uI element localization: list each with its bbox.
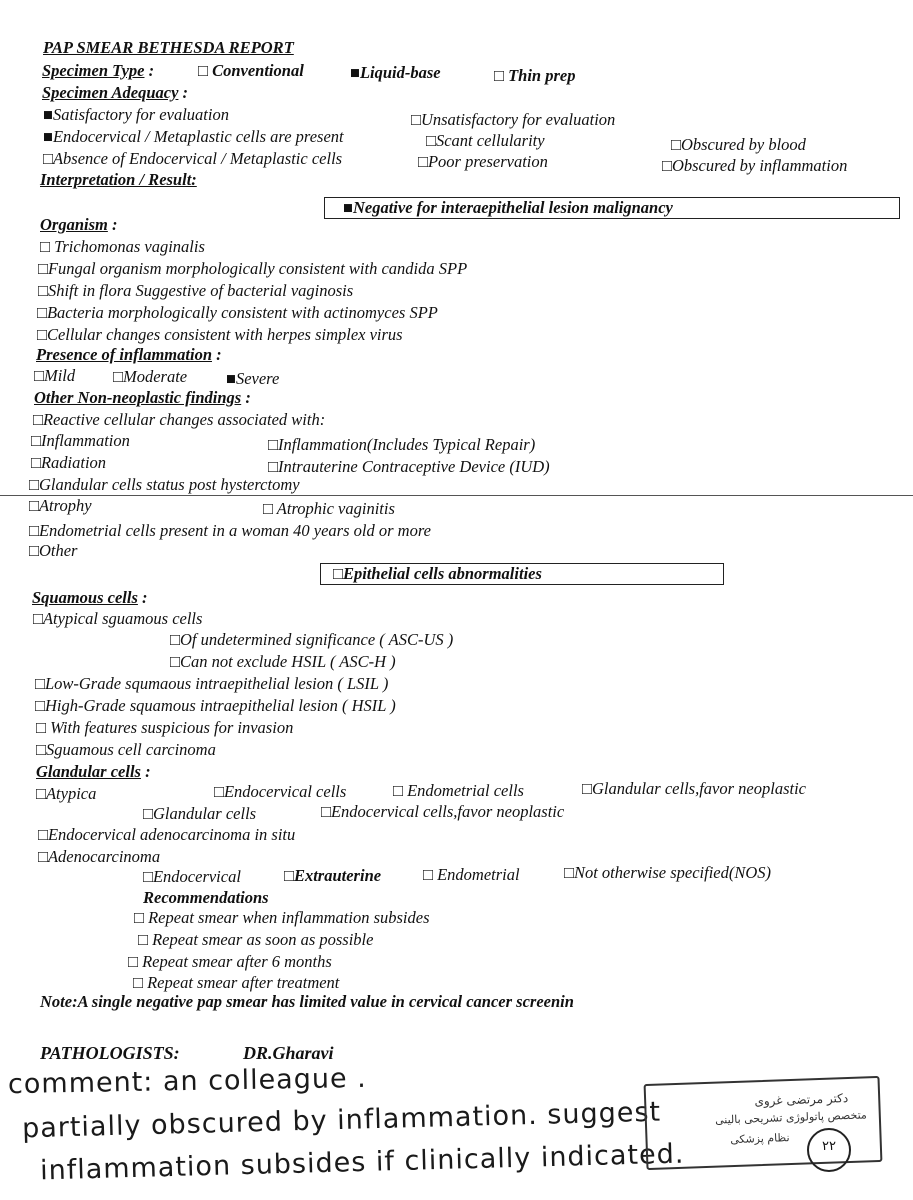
squamous-colon: :	[142, 588, 148, 607]
recommendations-label: Recommendations	[143, 888, 269, 907]
squamous-carcinoma: □Sguamous cell carcinoma	[36, 740, 216, 759]
negative-result-text: ■Negative for interaepithelial lesion malignancy	[343, 198, 673, 217]
pathologist-name: DR.Gharavi	[243, 1043, 334, 1063]
glandular-glandular-cells: □Glandular cells	[143, 804, 257, 823]
glandular-colon: :	[145, 762, 151, 781]
stamp-circle	[807, 1128, 851, 1172]
finding-endometrial-cells: □Endometrial cells present in a woman 40 years old or more	[29, 521, 431, 540]
specimen-conventional: □ Conventional	[198, 61, 304, 80]
negative-result-box	[324, 197, 900, 219]
adequacy-scant: □Scant cellularity	[426, 131, 545, 150]
organism-colon: :	[111, 215, 118, 234]
adequacy-heading	[42, 83, 188, 103]
finding-inflammation: □Inflammation	[31, 431, 130, 450]
specimen-thin-prep: □ Thin prep	[494, 66, 576, 85]
squamous-lsil: □Low-Grade squmaous intraepithelial lesion ( LSIL )	[35, 674, 389, 693]
reactive-changes: □Reactive cellular changes associated with:	[33, 410, 326, 429]
adequacy-obscured-blood: □Obscured by blood	[671, 135, 806, 154]
glandular-favor-neoplastic: □Glandular cells,favor neoplastic	[582, 779, 806, 798]
specimen-type-label: Specimen Type	[42, 61, 145, 80]
adequacy-obscured-inflammation: □Obscured by inflammation	[662, 156, 848, 175]
finding-inflammation-repair: □Inflammation(Includes Typical Repair)	[268, 435, 536, 454]
inflammation-moderate: □Moderate	[113, 367, 188, 386]
organism-bacterial-vaginosis: □Shift in flora Suggestive of bacterial vaginosis	[38, 281, 354, 300]
stamp-number: ۲۲	[822, 1139, 836, 1154]
epithelial-box	[320, 563, 724, 585]
organism-herpes: □Cellular changes consistent with herpes simplex virus	[37, 325, 403, 344]
glandular-adenocarcinoma: □Adenocarcinoma	[38, 847, 161, 866]
glandular-endometrial-cells: □ Endometrial cells	[393, 781, 524, 800]
scan-rule-line	[0, 495, 913, 496]
pathologists-label: PATHOLOGISTS:	[40, 1043, 180, 1063]
adeno-endometrial: □ Endometrial	[423, 865, 520, 884]
rec-after-6-months: □ Repeat smear after 6 months	[128, 952, 332, 971]
finding-other: □Other	[29, 541, 78, 560]
rec-soon-as-possible: □ Repeat smear as soon as possible	[138, 930, 374, 949]
organism-fungal: □Fungal organism morphologically consistent with candida SPP	[38, 259, 468, 278]
report-title: PAP SMEAR BETHESDA REPORT	[43, 38, 294, 57]
non-neoplastic-label: Other Non-neoplastic findings	[34, 388, 242, 407]
squamous-atypical: □Atypical sguamous cells	[33, 609, 203, 628]
rec-after-treatment: □ Repeat smear after treatment	[133, 973, 340, 992]
adequacy-poor-preservation: □Poor preservation	[418, 152, 548, 171]
glandular-label: Glandular cells	[36, 762, 141, 781]
glandular-endocervical-neoplastic: □Endocervical cells,favor neoplastic	[321, 802, 565, 821]
adequacy-endocervical-absent: □Absence of Endocervical / Metaplastic cells	[43, 149, 343, 168]
finding-glandular-hysterectomy: □Glandular cells status post hysterctomy	[29, 475, 300, 494]
stamp-line-2: متخصص پاتولوژی تشریحی بالینی	[714, 1108, 868, 1127]
non-neoplastic-heading	[34, 388, 251, 408]
finding-atrophy: □Atrophy	[29, 496, 92, 515]
glandular-heading	[36, 762, 151, 782]
inflammation-mild: □Mild	[34, 366, 76, 385]
handwritten-line-1: comment: an colleague .	[7, 1062, 367, 1101]
squamous-asc-h: □Can not exclude HSIL ( ASC-H )	[170, 652, 396, 671]
organism-actinomyces: □Bacteria morphologically consistent with actinomyces SPP	[37, 303, 438, 322]
adeno-extrauterine: □Extrauterine	[284, 866, 382, 885]
adeno-endocervical: □Endocervical	[143, 867, 241, 886]
epithelial-box-text: □Epithelial cells abnormalities	[333, 564, 542, 583]
specimen-type-row	[42, 61, 154, 81]
organism-trichomonas: □ Trichomonas vaginalis	[40, 237, 205, 256]
stamp-line-1: دکتر مرتضی غروی	[754, 1091, 849, 1109]
handwritten-line-2: partially obscured by inflammation. suggest	[21, 1096, 662, 1145]
inflammation-label: Presence of inflammation	[36, 345, 212, 364]
squamous-asc-us: □Of undetermined significance ( ASC-US )	[170, 630, 454, 649]
adequacy-unsatisfactory: □Unsatisfactory for evaluation	[411, 110, 616, 129]
glandular-endocervical-cells: □Endocervical cells	[214, 782, 347, 801]
rec-inflammation-subsides: □ Repeat smear when inflammation subsides	[134, 908, 430, 927]
finding-atrophic-vaginitis: □ Atrophic vaginitis	[263, 499, 395, 518]
glandular-atypical: □Atypica	[36, 784, 97, 803]
note-text: Note:A single negative pap smear has limited value in cervical cancer screenin	[40, 992, 574, 1011]
specimen-type-colon: :	[148, 61, 155, 80]
interpretation-label: Interpretation / Result:	[40, 170, 197, 189]
adequacy-endocervical-present: ■Endocervical / Metaplastic cells are present	[43, 127, 344, 146]
organism-heading	[40, 215, 117, 235]
finding-radiation: □Radiation	[31, 453, 107, 472]
adeno-nos: □Not otherwise specified(NOS)	[564, 863, 772, 882]
squamous-invasion: □ With features suspicious for invasion	[36, 718, 294, 737]
adequacy-colon: :	[182, 83, 189, 102]
adequacy-label: Specimen Adequacy	[42, 83, 179, 102]
squamous-hsil: □High-Grade squamous intraepithelial lesion ( HSIL )	[35, 696, 396, 715]
organism-label: Organism	[40, 215, 108, 234]
stamp-line-3: نظام پزشکی	[729, 1131, 790, 1147]
squamous-heading	[32, 588, 148, 608]
finding-iud: □Intrauterine Contraceptive Device (IUD)	[268, 457, 550, 476]
glandular-adenocarcinoma-in-situ: □Endocervical adenocarcinoma in situ	[38, 825, 296, 844]
handwritten-line-3: inflammation subsides if clinically indicated.	[39, 1138, 685, 1187]
non-neoplastic-colon: :	[245, 388, 251, 407]
inflammation-heading	[36, 345, 222, 365]
inflammation-colon: :	[216, 345, 222, 364]
inflammation-severe: ■Severe	[226, 369, 280, 388]
squamous-label: Squamous cells	[32, 588, 138, 607]
adequacy-satisfactory: ■Satisfactory for evaluation	[43, 105, 229, 124]
specimen-liquid-base: ■Liquid-base	[350, 63, 441, 82]
